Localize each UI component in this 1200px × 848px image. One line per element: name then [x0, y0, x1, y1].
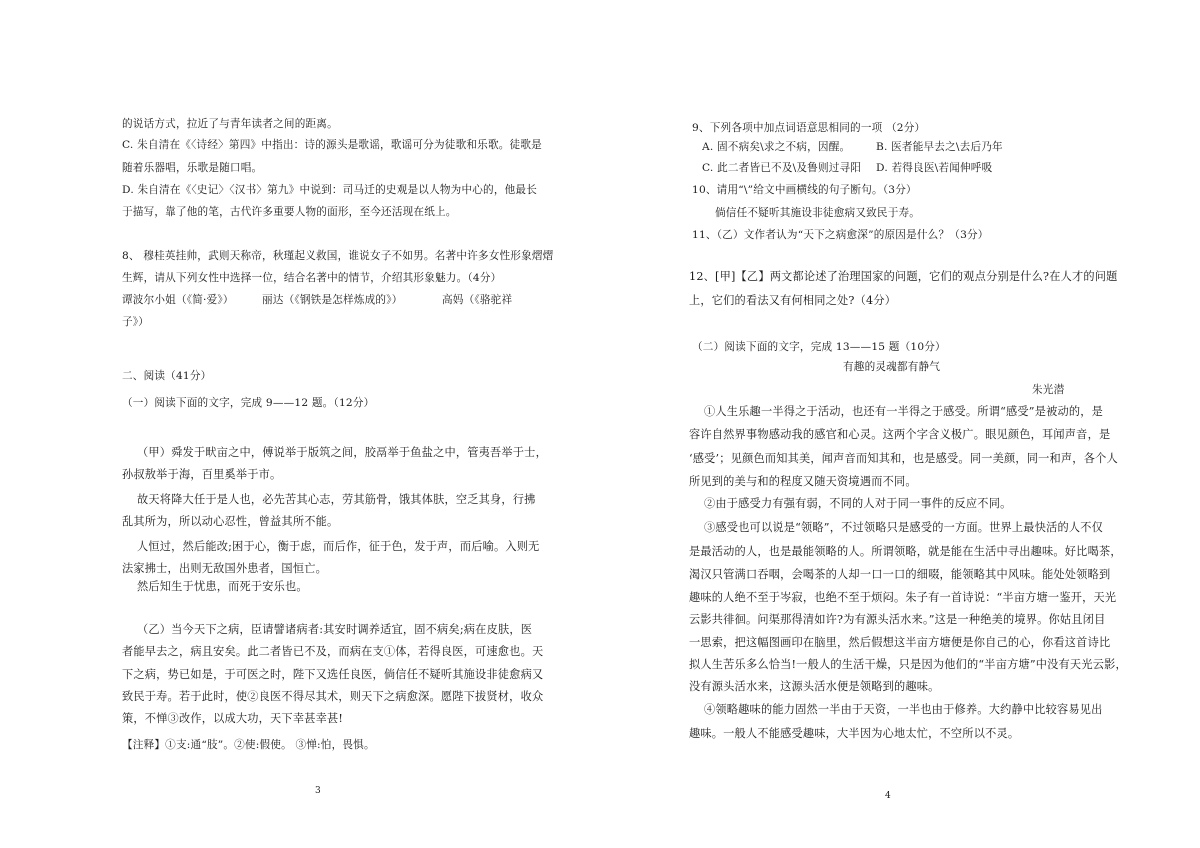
- page-number: 4: [885, 791, 891, 801]
- article-line: 没有源头活水来，这源头活水便是领略到的趣味。: [689, 680, 940, 693]
- article-line: 所见到的美与和的程度又随天资境遇而不同。: [689, 475, 917, 488]
- question-10: 10、请用“\”给文中画横线的句子断句。（3分）: [692, 184, 917, 196]
- passage-yi-line: 致民于寿。若于此时，使②良医不得尽其术，则天下之病愈深。愿陛下拔贤材，收众: [122, 690, 544, 703]
- passage-yi-line: 者能早去之，病且安矣。此二者皆已不及，而病在支①体，若得良医，可速愈也。天: [122, 645, 544, 658]
- question-11: 11、（乙）文作者认为“天下之病愈深”的原因是什么？（3分）: [692, 229, 989, 241]
- text-line: 的说话方式，拉近了与青年读者之间的距离。: [122, 118, 338, 130]
- right-page: [600, 0, 1200, 848]
- option-d-line: D. 朱自清在《〈史记〉〈汉书〉第九》中说到：司马迁的史观是以人物为中心的，他最长: [122, 184, 538, 196]
- option-c-line: C. 朱自清在《〈诗经〉第四》中指出：诗的源头是歌谣，歌谣可分为徒歌和乐歌。徒歌是: [122, 139, 542, 151]
- article-line: 是最活动的人，也是最能领略的人。所谓领略，就是能在生活中寻出趣味。好比喝茶，: [689, 545, 1122, 558]
- q8-option-2: 丽达（《钢铁是怎样炼成的》）: [262, 294, 403, 306]
- article-line: ②由于感受力有强有弱，不同的人对于同一事件的反应不同。: [704, 497, 1012, 510]
- annotation-note: 【注释】①支:通“肢”。②使:假使。 ③惮:怕，畏惧。: [122, 739, 375, 751]
- article-line: 一思索，把这幅图画印在脑里，然后假想这半亩方塘便是你自己的心，你看这首诗比: [689, 636, 1111, 649]
- section-heading: 二、阅读（41分）: [122, 370, 212, 382]
- passage-jia-line: 人恒过，然后能改;困于心，衡于虑，而后作，征于色，发于声，而后喻。入则无: [137, 540, 540, 553]
- q9-option-a: A. 固不病矣\求之不病，因醒。: [702, 141, 851, 153]
- subsection-heading: （一）阅读下面的文字，完成 9——12 题。（12分）: [122, 397, 375, 409]
- subsection-heading: （二）阅读下面的文字，完成 13——15 题（10分）: [692, 341, 946, 353]
- article-line: 拟人生苦乐多么恰当!一般人的生活干燥，只是因为他们的“半亩方塘”中没有天光云影，: [689, 658, 1127, 671]
- passage-jia-line: 故天将降大任于是人也，必先苦其心志，劳其筋骨，饿其体肤，空乏其身，行拂: [137, 493, 536, 506]
- text-line: 于描写，靠了他的笔，古代许多重要人物的面形，至今还活现在纸上。: [122, 206, 457, 218]
- passage-jia-line: （甲）舜发于畎亩之中，傅说举于版筑之间，胶鬲举于鱼盐之中，管夷吾举于士，: [137, 446, 547, 459]
- passage-yi-line: （乙）当今天下之病，臣请譬诸病者:其安时调养适宜，固不病矣;病在皮肤，医: [137, 623, 533, 636]
- question-8: 8、 穆桂英挂帅，武则天称帝，秋瑾起义救国，谁说女子不如男。名著中许多女性形象熠熠: [122, 250, 554, 262]
- q9-option-b: B. 医者能早去之\去后乃年: [876, 141, 1003, 153]
- passage-yi-line: 下之病，势已如是，于可医之时，陛下又选任良医，倘信任不疑听其施设非徒愈病又: [122, 668, 544, 681]
- question-9: 9、下列各项中加点词语意思相同的一项 （2分）: [692, 122, 926, 134]
- article-line: 趣味。一般人不能感受趣味，大半因为心地太忙，不空所以不灵。: [689, 727, 1020, 740]
- article-line: 趣味的人绝不至于岑寂，也绝不至于烦闷。朱子有一首诗说：“半亩方塘一鉴开，天光: [689, 591, 1117, 604]
- passage-yi-line: 策，不惮③改作，以成大功，天下幸甚幸甚!: [122, 712, 344, 725]
- passage-jia-line: 乱其所为，所以动心忍性，曾益其所不能。: [122, 515, 339, 528]
- q9-option-d: D. 若得良医\若闻伸呼吸: [876, 162, 993, 174]
- article-line: 云影共徘徊。问渠那得清如许?为有源头活水来。”这是一种绝美的境界。你姑且闭目: [689, 613, 1106, 626]
- article-line: ①人生乐趣一半得之于活动，也还有一半得之于感受。所谓“感受”是被动的，是: [704, 405, 1104, 418]
- passage-jia-line: 孙叔敖举于海，百里奚举于市。: [122, 468, 282, 481]
- page-number: 3: [315, 786, 321, 796]
- article-line: ④领略趣味的能力固然一半由于天资，一半也由于修养。大约静中比较容易见出: [704, 703, 1103, 716]
- article-line: 容许自然界事物感动我的感官和心灵。这两个字含义极广。眼见颜色，耳闻声音，是: [689, 428, 1111, 441]
- q9-option-c: C. 此二者皆已不及\及鲁则过寻阳: [702, 162, 862, 174]
- article-line: ③感受也可以说是“领略”，不过领略只是感受的一方面。世界上最快活的人不仅: [704, 521, 1104, 534]
- question-12-cont: 上，它们的看法又有何相同之处?（4分）: [689, 294, 897, 307]
- q8-option-3-cont: 子》）: [122, 316, 150, 328]
- text-line: 随着乐器唱，乐歌是随口唱。: [122, 162, 263, 174]
- article-title: 有趣的灵魂都有静气: [843, 361, 941, 373]
- article-line: 渴汉只管满口吞咽，会喝茶的人却一口一口的细啜，能领略其中风味。能处处领略到: [689, 568, 1111, 581]
- question-12: 12、[甲]【乙】两文都论述了治理国家的问题，它们的观点分别是什么?在人才的问题: [689, 270, 1118, 283]
- q8-option-3: 高妈（《骆驼祥: [442, 294, 513, 306]
- q8-option-1: 谭波尔小姐（《简·爱》）: [122, 294, 234, 306]
- passage-jia-line: 然后知生于忧患，而死于安乐也。: [137, 580, 308, 593]
- question-10-sentence: 倘信任不疑听其施设非徒愈病又致民于寿。: [715, 207, 921, 219]
- article-author: 朱光潜: [1032, 384, 1065, 396]
- passage-jia-line: 法家拂士，出则无敌国外患者，国恒亡。: [122, 562, 327, 575]
- article-line: ‘感受’；见颜色而知其美，闻声音而知其和，也是感受。同一美颜，同一和声，各个人: [689, 452, 1118, 465]
- question-8-cont: 生辉，请从下列女性中选择一位，结合名著中的情节，介绍其形象魅力。（4分）: [122, 272, 502, 284]
